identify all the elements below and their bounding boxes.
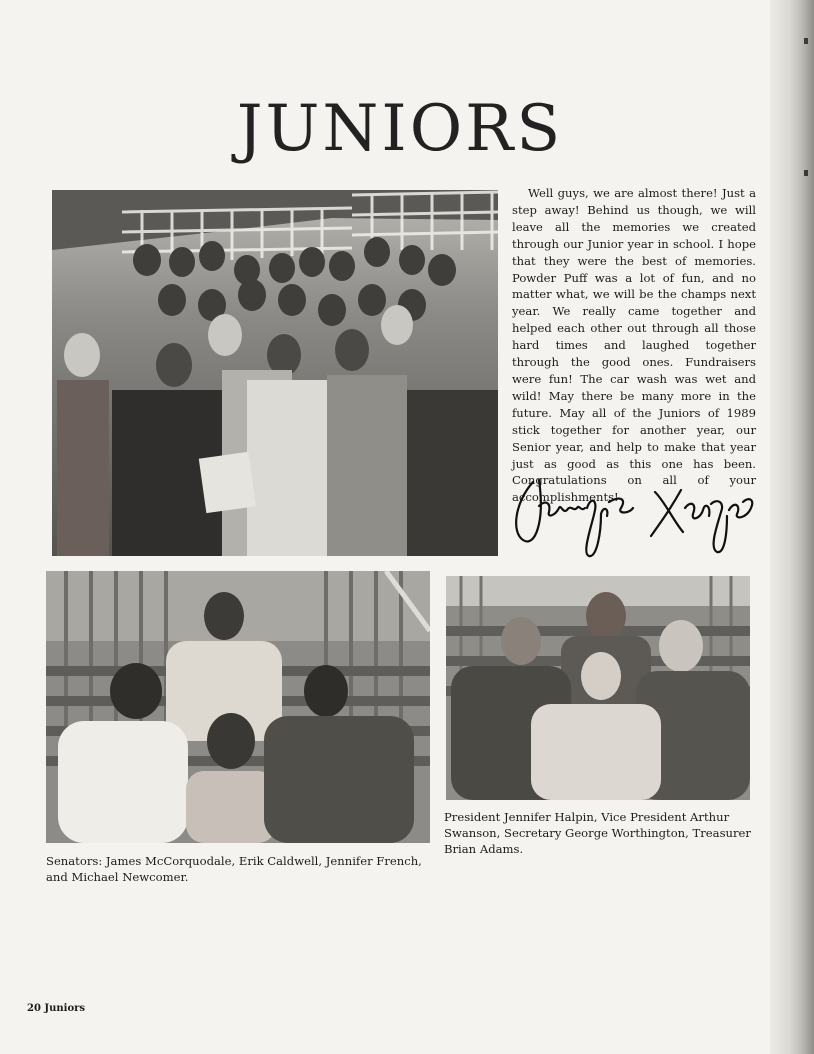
officers-caption: President Jennifer Halpin, Vice President Arthur Swanson, Secretary George Worthington, Treasurer Brian Adams. xyxy=(444,810,751,856)
intro-message: Well guys, we are almost there! Just a step away! Behind us though, we will leave all the memories we created through our Junior year in school. I hope that they were the best of memories. Powder Puff was a lot of fun, and no matter what, we will be the champs next year. We really came together and helped each other out through all those hard times and laughed together through the good ones. Fundraisers were fun! The car wash was wet and wild! May there be many more in the future. May all of the Juniors of 1989 stick together for another year, our Senior year, and help to make that year just as good as this one has been. Congratulations on all of your accomplishments! xyxy=(512,186,756,505)
page-title: JUNIORS xyxy=(236,92,564,166)
senators-caption: Senators: James McCorquodale, Erik Caldwell, Jennifer French, and Michael Newcomer. xyxy=(46,854,422,884)
signature xyxy=(505,462,765,564)
officers-photo xyxy=(446,576,750,800)
class-group-photo xyxy=(52,190,498,556)
page-folio: 20 Juniors xyxy=(27,1003,86,1014)
senators-photo xyxy=(46,571,430,843)
